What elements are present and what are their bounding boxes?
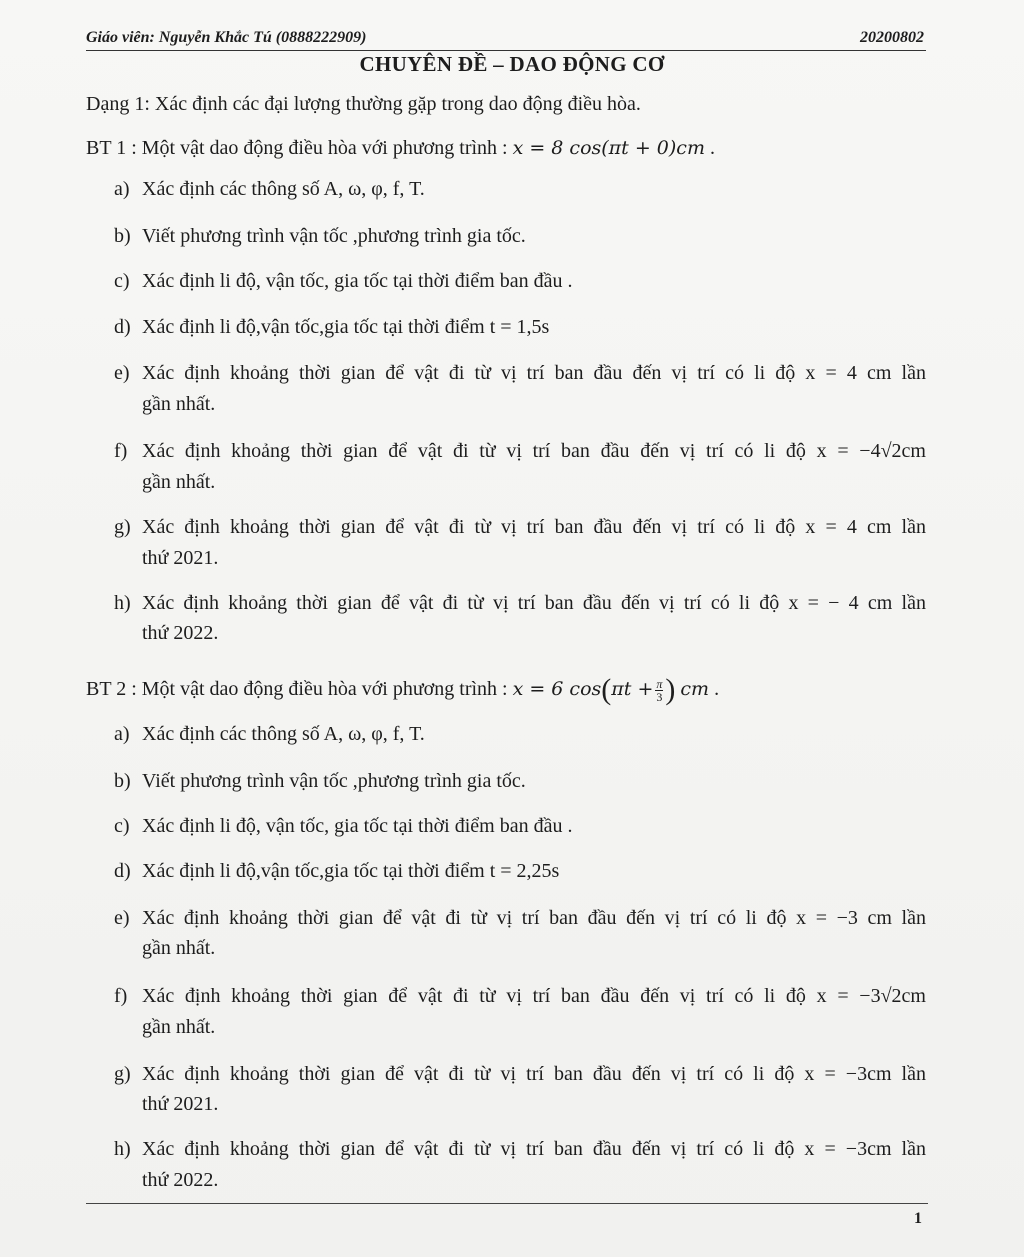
item-text: Xác định li độ, vận tốc, gia tốc tại thời điểm ban đầu . — [142, 815, 573, 837]
document-code: 20200802 — [860, 29, 924, 46]
item-text: Xác định khoảng thời gian để vật đi từ vị trí ban đầu đến vị trí có li độ x = −3√2cm — [142, 985, 926, 1007]
exercise-2-equation-left: x = 6 cos — [512, 678, 602, 700]
item-label: h) — [114, 592, 131, 614]
item-text: Xác định các thông số A, ω, φ, f, T. — [142, 178, 425, 200]
exercise-1-statement — [86, 137, 715, 160]
item-label: e) — [114, 907, 130, 929]
item-text: Xác định khoảng thời gian để vật đi từ vị trí ban đầu đến vị trí có li độ x = −3 cm lần — [142, 907, 926, 929]
footer-divider — [86, 1203, 928, 1204]
item-text: Xác định các thông số A, ω, φ, f, T. — [142, 723, 425, 745]
item-continuation: thứ 2022. — [142, 622, 219, 644]
item-text: Viết phương trình vận tốc ,phương trình gia tốc. — [142, 225, 526, 247]
exercise-1-prefix: BT 1 : Một vật dao động điều hòa với phương trình : — [86, 137, 513, 159]
item-text: Xác định li độ,vận tốc,gia tốc tại thời điểm t = 2,25s — [142, 860, 560, 882]
left-paren-glyph: ( — [601, 673, 612, 706]
exercise-2-prefix: BT 2 : Một vật dao động điều hòa với phương trình : — [86, 678, 513, 700]
item-label: g) — [114, 516, 131, 538]
item-text: Xác định khoảng thời gian để vật đi từ vị trí ban đầu đến vị trí có li độ x = − 4 cm lần — [142, 592, 926, 614]
item-continuation: thứ 2021. — [142, 1093, 219, 1115]
page-title: CHUYÊN ĐỀ – DAO ĐỘNG CƠ — [359, 52, 665, 76]
item-label: a) — [114, 723, 130, 745]
item-text: Xác định khoảng thời gian để vật đi từ vị trí ban đầu đến vị trí có li độ x = −3cm lần — [142, 1138, 926, 1160]
item-text: Xác định khoảng thời gian để vật đi từ vị trí ban đầu đến vị trí có li độ x = −3cm lần — [142, 1063, 926, 1085]
right-paren-glyph: ) — [665, 673, 676, 706]
item-label: f) — [114, 985, 128, 1007]
section-heading: Dạng 1: Xác định các đại lượng thường gặp trong dao động điều hòa. — [86, 93, 641, 115]
item-continuation: thứ 2022. — [142, 1169, 219, 1191]
item-label: b) — [114, 770, 131, 792]
item-label: a) — [114, 178, 130, 200]
item-label: f) — [114, 440, 128, 462]
exercise-2-suffix: . — [709, 678, 720, 700]
exercise-1-suffix: . — [704, 137, 715, 159]
item-continuation: gần nhất. — [142, 1016, 216, 1038]
item-text: Xác định li độ,vận tốc,gia tốc tại thời điểm t = 1,5s — [142, 316, 550, 338]
fraction-numerator: π — [656, 676, 663, 691]
item-continuation: thứ 2021. — [142, 547, 219, 569]
item-text: Xác định khoảng thời gian để vật đi từ vị trí ban đầu đến vị trí có li độ x = 4 cm lần — [142, 362, 926, 384]
fraction-denominator: 3 — [656, 689, 663, 704]
item-label: c) — [114, 815, 130, 837]
item-continuation: gần nhất. — [142, 937, 216, 959]
page-header — [86, 28, 926, 51]
item-label: c) — [114, 270, 130, 292]
exercise-1-equation: x = 8 cos(πt + 0)cm — [512, 137, 705, 159]
page-number: 1 — [914, 1210, 922, 1227]
item-label: d) — [114, 860, 131, 882]
item-label: g) — [114, 1063, 131, 1085]
item-label: d) — [114, 316, 131, 338]
exercise-2-unit: cm — [680, 678, 710, 700]
item-text: Xác định li độ, vận tốc, gia tốc tại thời điểm ban đầu . — [142, 270, 573, 292]
pi-over-3-fraction — [655, 678, 663, 703]
item-text: Xác định khoảng thời gian để vật đi từ vị trí ban đầu đến vị trí có li độ x = 4 cm lần — [142, 516, 926, 538]
exercise-2-statement — [86, 673, 719, 707]
item-label: e) — [114, 362, 130, 384]
item-continuation: gần nhất. — [142, 471, 216, 493]
item-continuation: gần nhất. — [142, 393, 216, 415]
exercise-2-equation-inner: πt + — [611, 678, 654, 700]
item-label: b) — [114, 225, 131, 247]
item-text: Viết phương trình vận tốc ,phương trình gia tốc. — [142, 770, 526, 792]
item-label: h) — [114, 1138, 131, 1160]
teacher-info: Giáo viên: Nguyễn Khắc Tú (0888222909) — [86, 29, 367, 46]
item-text: Xác định khoảng thời gian để vật đi từ vị trí ban đầu đến vị trí có li độ x = −4√2cm — [142, 440, 926, 462]
